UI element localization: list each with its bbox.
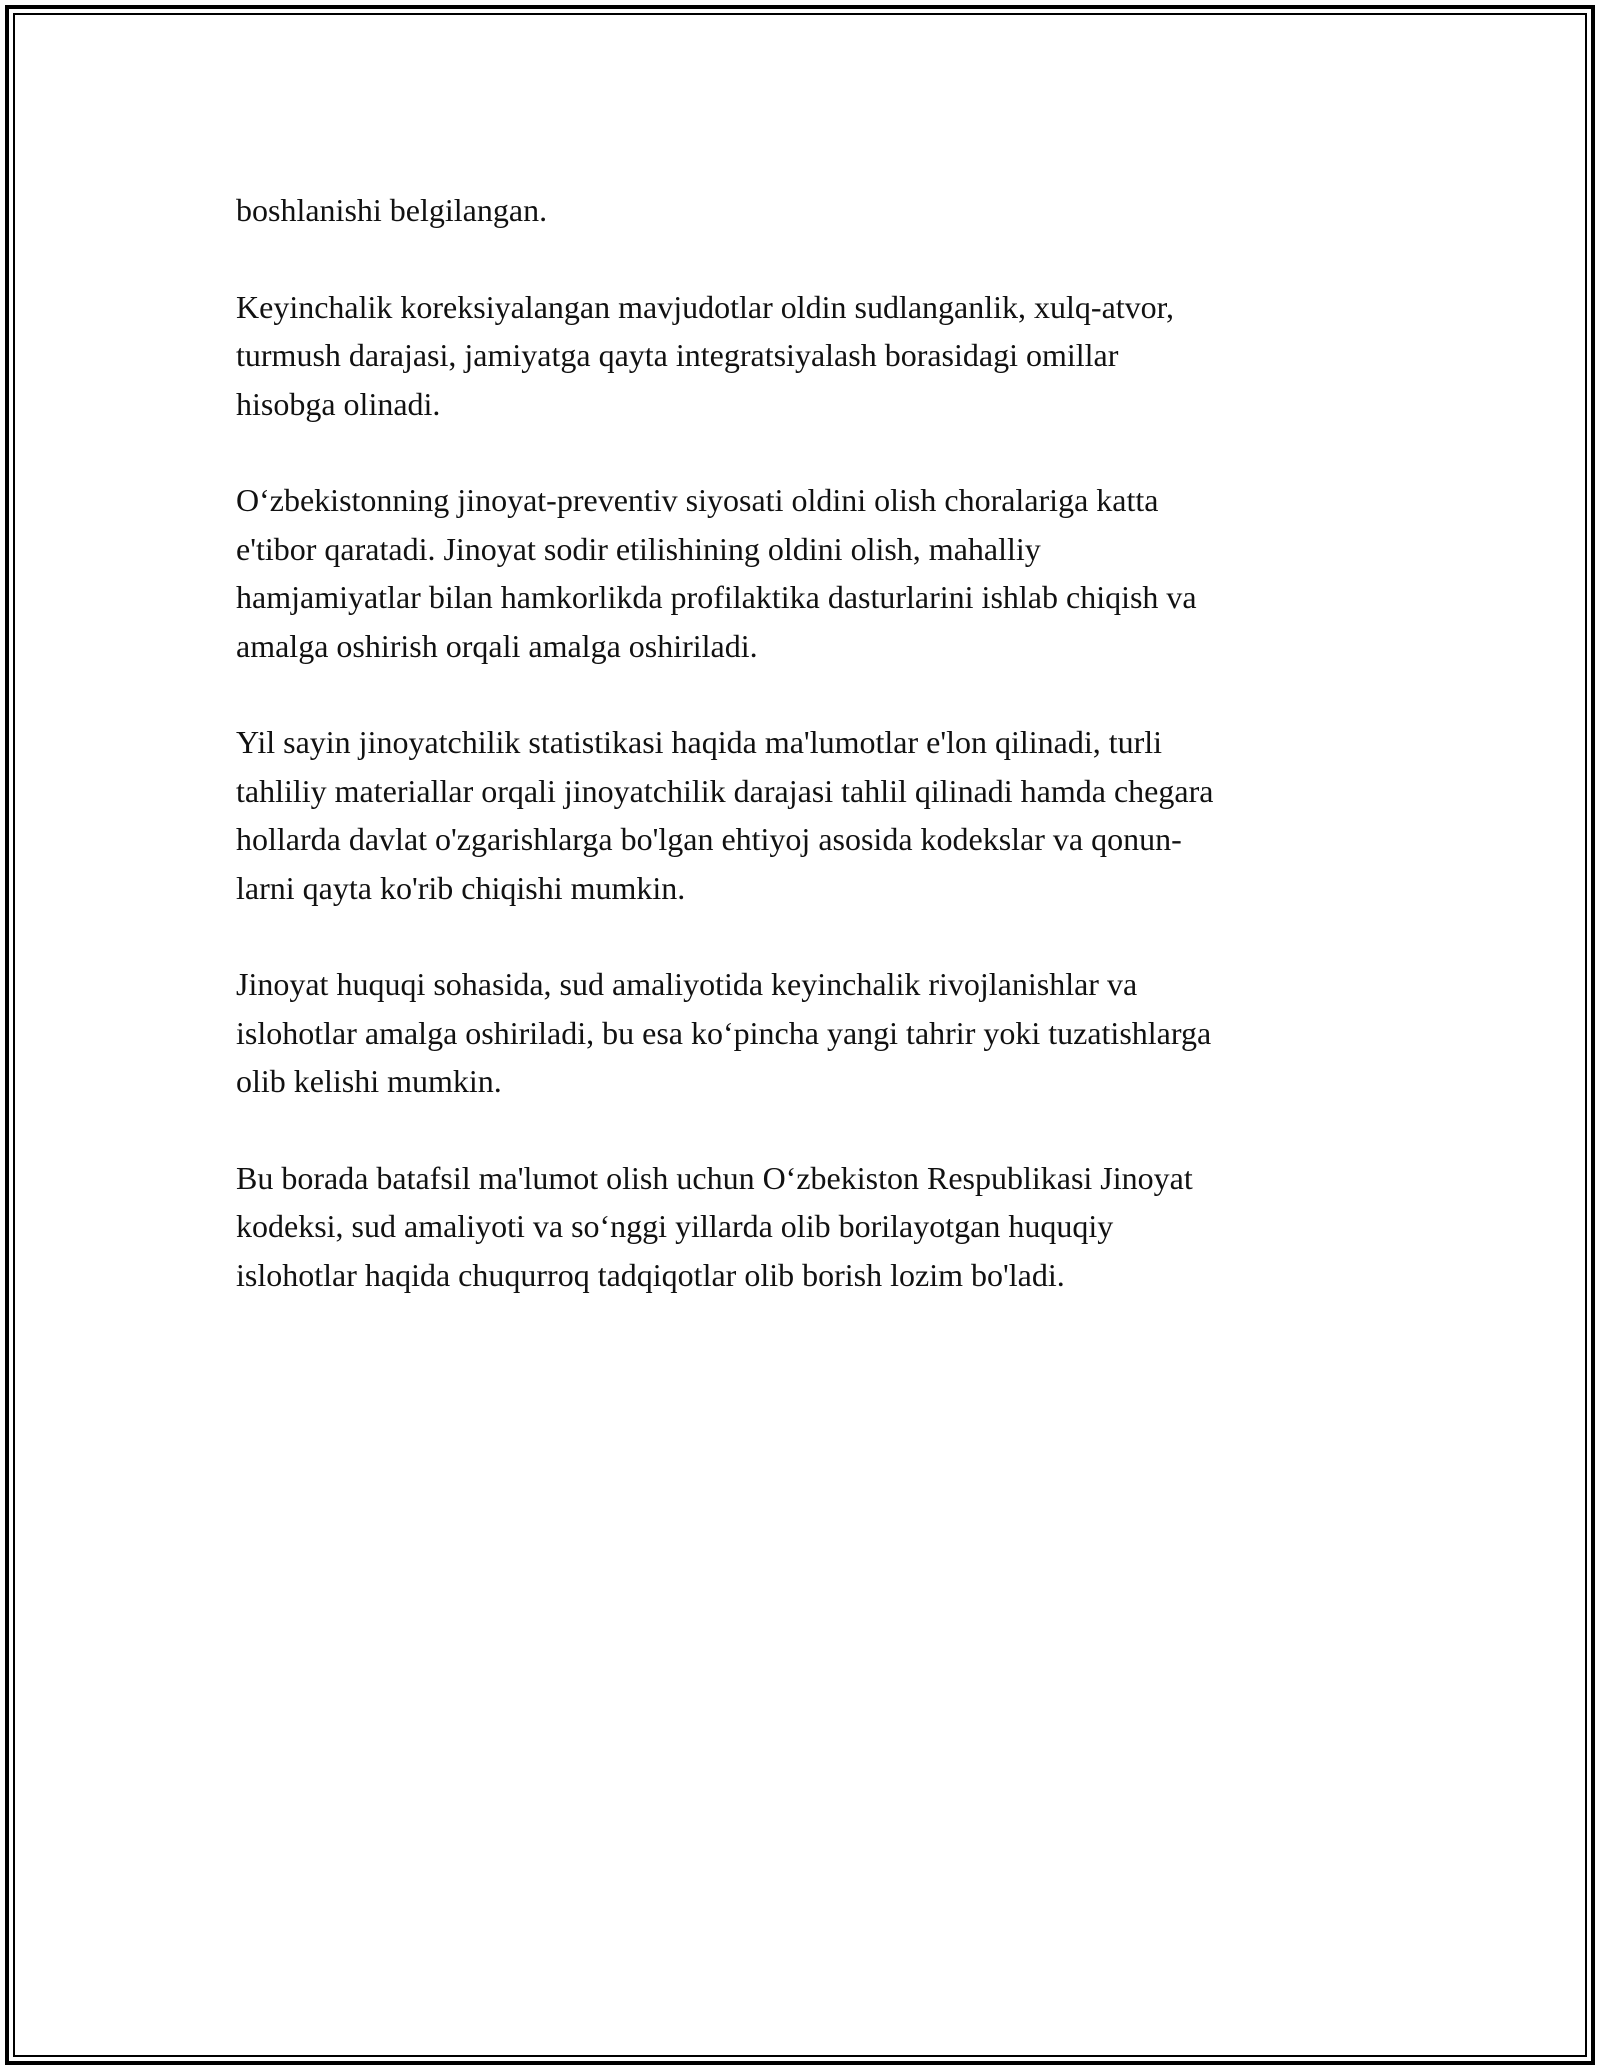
paragraph-crime-prevention-policy: O‘zbekistonning jinoyat-preventiv siyosati oldini olish choralariga katta e'tibor qaratadi. Jinoyat sodir etilishining oldini olish, mahalliy hamjamiyatlar bilan hamkorlikda profilaktika dasturlarini ishlab chiqish va amalga oshirish orqali amalga oshiriladi. [236, 482, 1197, 664]
paragraph-crime-statistics: Yil sayin jinoyatchilik statistikasi haqida ma'lumotlar e'lon qilinadi, turli tahliliy materiallar orqali jinoyatchilik darajasi tahlil qilinadi hamda chegara hollarda davlat o'zgarishlarga bo'lgan ehtiyoj asosida kodekslar va qonun- larni qayta ko'rib chiqishi mumkin. [236, 724, 1214, 906]
document-body [236, 186, 1376, 1299]
paragraph-further-research: Bu borada batafsil ma'lumot olish uchun O‘zbekiston Respublikasi Jinoyat kodeksi, sud amaliyoti va so‘nggi yillarda olib borilayotgan huquqiy islohotlar haqida chuqurroq tadqiqotlar olib borish lozim bo'ladi. [236, 1159, 1193, 1293]
paragraph-rehabilitation-factors: Keyinchalik koreksiyalangan mavjudotlar oldin sudlanganlik, xulq-atvor, turmush darajasi, jamiyatga qayta integratsiyalash borasidagi omillar hisobga olinadi. [236, 288, 1175, 422]
paragraph-criminal-law-reforms: Jinoyat huquqi sohasida, sud amaliyotida keyinchalik rivojlanishlar va islohotlar amalga oshiriladi, bu esa ko‘pincha yangi tahrir yoki tuzatishlarga olib kelishi mumkin. [236, 966, 1212, 1099]
paragraph-continuation: boshlanishi belgilangan. [236, 192, 548, 228]
